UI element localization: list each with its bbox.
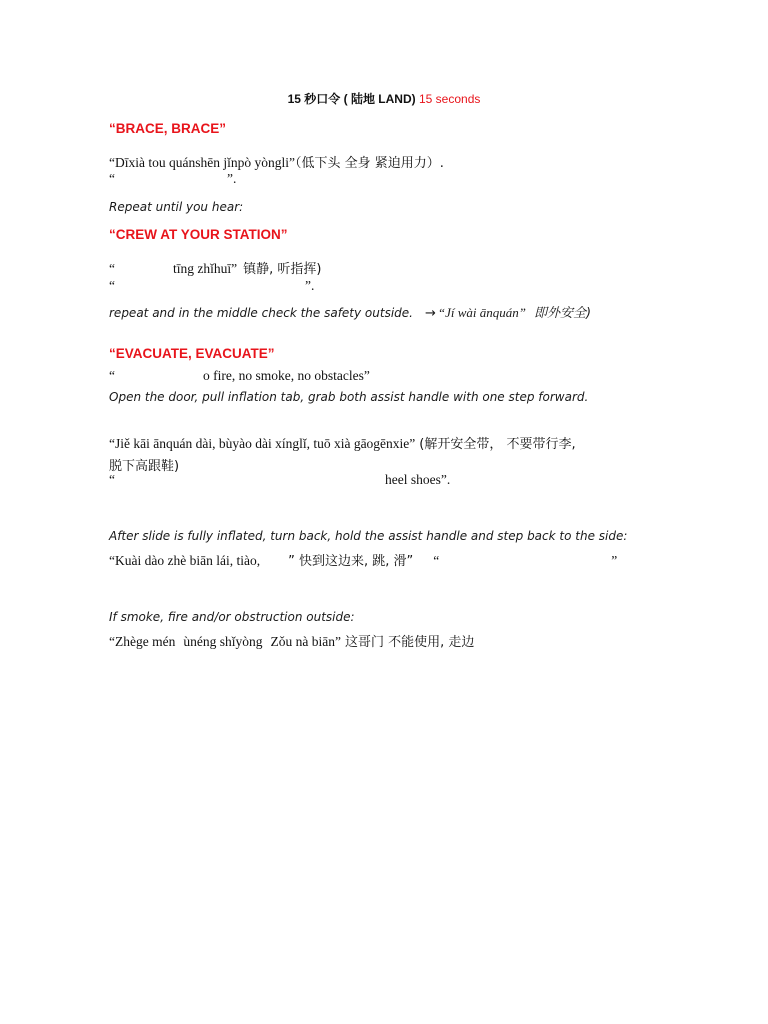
crew-safety-line — [109, 302, 591, 321]
brace-close-quote: ”. — [227, 171, 237, 186]
obstruction-pinyin-2: ùnéng shǐyòng — [183, 634, 263, 649]
brace-chinese: （低下头 全身 紧迫用力）. — [294, 156, 444, 171]
evacuate-command: “EVACUATE, EVACUATE” — [109, 346, 275, 361]
slide-pinyin: “Kuài dào zhè biān lái, tiào, — [109, 553, 261, 568]
evacuate-chinese: (解开安全带， 不要带行李, — [419, 437, 576, 452]
evacuate-chinese-cont: 脱下高跟鞋) — [109, 459, 180, 474]
brace-english-line — [109, 171, 236, 187]
title-english: 15 seconds — [418, 92, 481, 106]
evacuate-line — [109, 368, 370, 384]
brace-pinyin: “Dīxià tou quánshēn jǐnpò yòngli” — [109, 155, 295, 170]
crew-line1-pinyin: tīng zhǐhuī” — [173, 261, 238, 276]
evacuate-line-text: o fire, no smoke, no obstacles” — [203, 368, 370, 383]
slide-instruction: After slide is fully inflated, turn back, hold the assist handle and step back to the side: — [109, 529, 628, 543]
brace-open-quote: “ — [109, 171, 115, 186]
crew-line-2 — [109, 278, 314, 294]
evacuate-line3-open-quote: “ — [109, 472, 115, 487]
slide-close-quote: ” — [611, 553, 618, 568]
repeat-note: Repeat until you hear: — [109, 200, 244, 214]
evacuate-instruction: Open the door, pull inflation tab, grab both assist handle with one step forward. — [109, 390, 589, 404]
page-title — [0, 90, 768, 107]
crew-line2-close-quote: ”. — [305, 278, 315, 293]
obstruction-instruction: If smoke, fire and/or obstruction outside: — [109, 610, 355, 624]
crew-safety-note: repeat and in the middle check the safety outside. — [109, 306, 413, 320]
right-arrow-icon: → — [424, 306, 436, 321]
brace-pinyin-line — [109, 152, 444, 171]
evacuate-pinyin: “Jiě kāi ānquán dài, bùyào dài xínglǐ, tuō xià gāogēnxie” — [109, 436, 416, 451]
evacuate-open-quote: “ — [109, 368, 115, 383]
crew-safety-pinyin: “Jí wài ānquán” — [437, 305, 527, 320]
crew-line-1 — [109, 258, 321, 277]
brace-command: “BRACE, BRACE” — [109, 121, 227, 136]
slide-open-quote: “ — [433, 553, 440, 568]
crew-command: “CREW AT YOUR STATION” — [109, 227, 288, 242]
crew-line1-chinese: 镇静, 听指挥) — [243, 262, 322, 277]
crew-line2-open-quote: “ — [109, 278, 115, 293]
evacuate-line3-text: heel shoes”. — [385, 472, 451, 487]
slide-chinese: ” 快到这边来, 跳, 滑” — [288, 554, 414, 569]
obstruction-line — [109, 631, 474, 650]
evacuate-english-line — [109, 472, 450, 488]
obstruction-chinese: 这哥门 不能使用, 走边 — [344, 635, 475, 650]
crew-safety-chinese: 即外安全) — [534, 306, 592, 321]
evacuate-pinyin-line — [109, 433, 576, 452]
crew-line1-open-quote: “ — [109, 261, 115, 276]
title-chinese: 15 秒口令 ( 陆地 LAND) — [287, 92, 416, 106]
obstruction-pinyin-1: “Zhège mén — [109, 634, 176, 649]
obstruction-pinyin-3: Zǒu nà biān” — [270, 634, 341, 649]
slide-line — [109, 550, 617, 569]
